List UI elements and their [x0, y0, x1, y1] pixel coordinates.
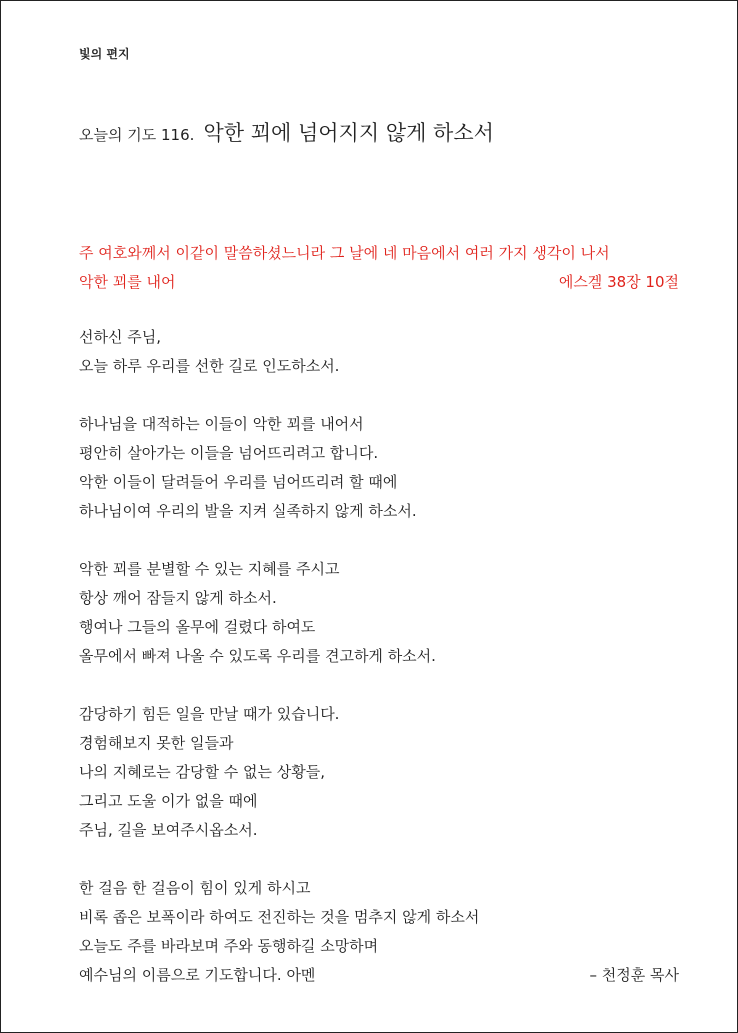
- signature: – 천정훈 목사: [589, 966, 679, 984]
- prayer-line: 오늘도 주를 바라보며 주와 동행하길 소망하며: [79, 937, 379, 955]
- prayer-line: 항상 깨어 잠들지 않게 하소서.: [79, 589, 277, 607]
- prayer-body: [79, 323, 679, 1019]
- verse-line-text: 악한 꾀를 내어: [79, 273, 176, 291]
- prayer-line: 하나님을 대적하는 이들이 악한 꾀를 내어서: [79, 415, 364, 433]
- prayer-line: 악한 이들이 달려들어 우리를 넘어뜨리려 할 때에: [79, 473, 398, 491]
- verse-reference: 에스겔 38장 10절: [558, 273, 679, 291]
- prayer-line: 한 걸음 한 걸음이 힘이 있게 하시고: [79, 879, 311, 897]
- verse-line: 주 여호와께서 이같이 말씀하셨느니라 그 날에 네 마음에서 여러 가지 생각이 나서: [79, 244, 610, 262]
- prayer-number: 오늘의 기도 116.: [79, 126, 195, 144]
- prayer-line: 선하신 주님,: [79, 328, 161, 346]
- prayer-line: 올무에서 빠져 나올 수 있도록 우리를 견고하게 하소서.: [79, 647, 436, 665]
- stanza: [79, 700, 679, 845]
- prayer-line: 그리고 도울 이가 없을 때에: [79, 792, 258, 810]
- prayer-line: 주님, 길을 보여주시옵소서.: [79, 821, 258, 839]
- closing-row: [79, 961, 679, 990]
- stanza: [79, 323, 679, 381]
- prayer-line: 감당하기 힘든 일을 만날 때가 있습니다.: [79, 705, 340, 723]
- brand-title: 빛의 편지: [79, 47, 130, 61]
- verse-line: [79, 268, 679, 297]
- prayer-line: 하나님이여 우리의 발을 지켜 실족하지 않게 하소서.: [79, 502, 417, 520]
- stanza: [79, 410, 679, 526]
- prayer-line: 나의 지혜로는 감당할 수 없는 상황들,: [79, 763, 325, 781]
- prayer-heading: 악한 꾀에 넘어지지 않게 하소서: [203, 121, 494, 145]
- prayer-line: 경험해보지 못한 일들과: [79, 734, 234, 752]
- scripture-verse: [79, 239, 679, 297]
- prayer-line: 예수님의 이름으로 기도합니다. 아멘: [79, 966, 316, 984]
- stanza: [79, 555, 679, 671]
- prayer-title: [79, 117, 494, 147]
- prayer-line: 비록 좁은 보폭이라 하여도 전진하는 것을 멈추지 않게 하소서: [79, 908, 480, 926]
- prayer-line: 평안히 살아가는 이들을 넘어뜨리려고 합니다.: [79, 444, 379, 462]
- prayer-line: 오늘 하루 우리를 선한 길로 인도하소서.: [79, 357, 340, 375]
- prayer-line: 악한 꾀를 분별할 수 있는 지혜를 주시고: [79, 560, 340, 578]
- stanza: [79, 874, 679, 990]
- prayer-line: 행여나 그들의 올무에 걸렸다 하여도: [79, 618, 316, 636]
